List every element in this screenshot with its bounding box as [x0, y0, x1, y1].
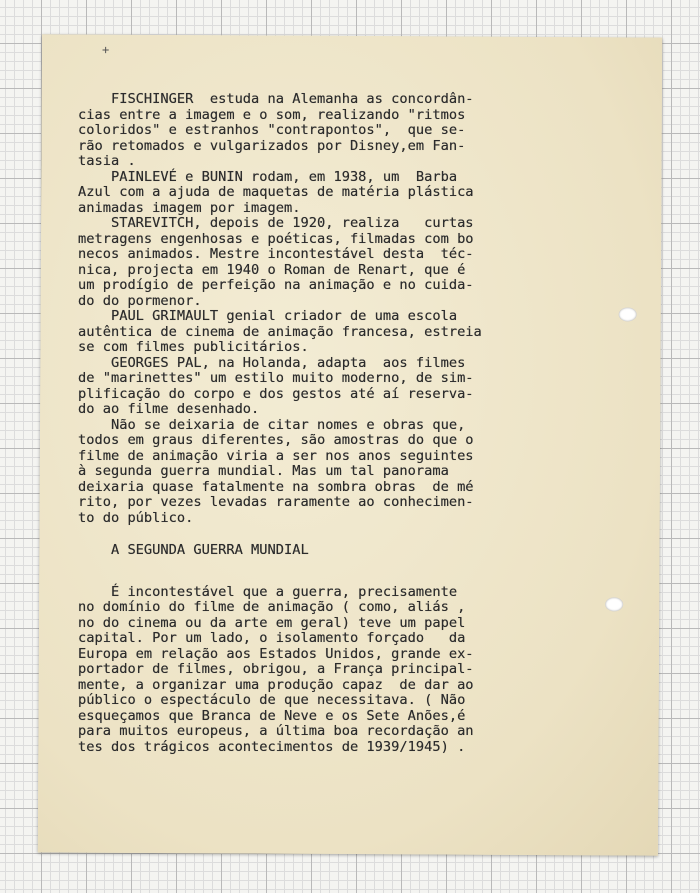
paragraph-starevitch — [78, 216, 583, 309]
paragraph-guerra — [78, 585, 583, 756]
punch-hole-bottom — [605, 597, 623, 611]
text-line: para muitos europeus, a última boa recordação an — [78, 723, 474, 739]
text-line: GEORGES PAL, na Holanda, adapta aos filmes — [78, 354, 466, 371]
text-line: STAREVITCH, depois de 1920, realiza curtas — [78, 215, 474, 231]
text-line: mente, a organizar uma produção capaz de dar ao — [78, 676, 474, 693]
text-line: to do público. — [78, 509, 194, 526]
section-heading: A SEGUNDA GUERRA MUNDIAL — [78, 542, 309, 558]
text-line: no do cinema ou da arte em geral) teve um papel — [78, 614, 466, 631]
text-line: no domínio do filme de animação ( como, aliás , — [78, 599, 466, 615]
paragraph-painleve — [78, 170, 583, 217]
text-line: de "marinettes" um estilo muito moderno, de sim- — [78, 370, 474, 386]
text-line: do ao filme desenhado. — [78, 401, 260, 417]
text-line: filme de animação viria a ser nos anos seguintes — [78, 447, 474, 464]
text-line: rito, por vezes levadas raramente ao conhecimen- — [78, 494, 474, 510]
text-line: cias entre a imagem e o som, realizando "ritmos — [78, 106, 466, 123]
text-line: nica, projecta em 1940 o Roman de Renart, que é — [78, 261, 466, 278]
text-line: todos em graus diferentes, são amostras do que o — [78, 432, 474, 448]
paragraph-grimault — [78, 309, 583, 356]
text-line: Azul com a ajuda de maquetas de matéria plástica — [78, 184, 474, 200]
text-line: deixaria quase fatalmente na sombra obras de mé — [78, 478, 474, 495]
text-line: tes dos trágicos acontecimentos de 1939/1945) . — [78, 738, 466, 755]
text-line: necos animados. Mestre incontestável desta téc- — [78, 246, 474, 262]
text-line: plificação do corpo e dos gestos até aí reserva- — [78, 385, 474, 402]
text-line: PAUL GRIMAULT genial criador de uma escola — [78, 308, 458, 324]
page-body — [78, 92, 583, 755]
text-line: coloridos" e estranhos "contrapontos", que se- — [78, 122, 466, 138]
text-line: tasia . — [78, 153, 136, 169]
text-line: Europa em relação aos Estados Unidos, grande ex- — [78, 645, 474, 662]
corner-mark: + — [102, 42, 110, 57]
paragraph-pal — [78, 356, 583, 418]
text-line: metragens engenhosas e poéticas, filmadas com bo — [78, 230, 474, 247]
text-line: Não se deixaria de citar nomes e obras que, — [78, 416, 466, 433]
text-line: público o espectáculo de que necessitava. ( Não — [78, 692, 466, 708]
text-line: à segunda guerra mundial. Mas um tal panorama — [78, 463, 449, 479]
text-line: PAINLEVÉ e BUNIN rodam, em 1938, um Barba — [78, 168, 458, 185]
text-line: rão retomados e vulgarizados por Disney,em Fan- — [78, 137, 466, 154]
punch-hole-top — [619, 307, 637, 321]
text-line: É incontestável que a guerra, precisamente — [78, 583, 458, 600]
text-line: do do pormenor. — [78, 292, 202, 309]
text-line: animadas imagem por imagem. — [78, 199, 301, 216]
text-line: autêntica de cinema de animação francesa, estreia — [78, 323, 482, 340]
paragraph-panorama — [78, 418, 583, 527]
text-line: FISCHINGER estuda na Alemanha as concordân- — [78, 91, 474, 107]
text-line: um prodígio de perfeição na animação e no cuida- — [78, 277, 474, 293]
text-line: se com filmes publicitários. — [78, 339, 309, 355]
text-line: capital. Por um lado, o isolamento forçado da — [78, 630, 466, 646]
text-line: esqueçamos que Branca de Neve e os Sete Anões,é — [78, 707, 466, 724]
text-line: portador de filmes, obrigou, a França principal- — [78, 661, 474, 677]
paragraph-fischinger — [78, 92, 583, 170]
